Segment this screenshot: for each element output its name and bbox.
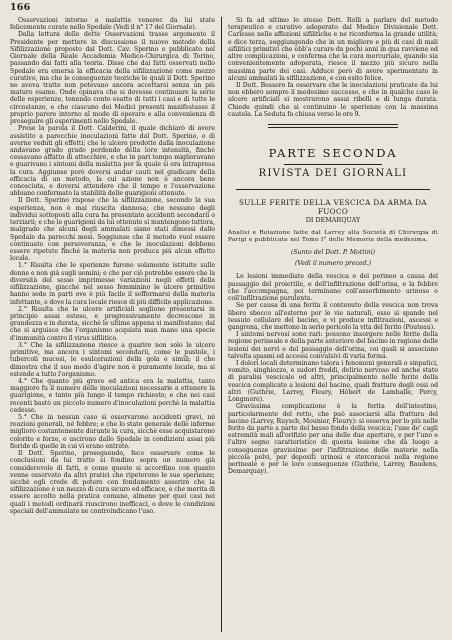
right-column bbox=[228, 17, 438, 632]
paragraph: Il Dott. Bossero fa osservare che le inoculazioni praticate da lui non ebbero sempre il medesimo successo, e che in qualche caso le ulcere artificiali si mostrarono assai ribelli e di lunga durata. Chiede quindi che si continuino le sperienze con la massima cautela. La Seduta fu chiusa verso le ore 9. bbox=[228, 81, 438, 118]
paragraph: Le lesioni immediate della vescica e del perineo a causa del passaggio del proiettile, e dell'infiltrazione dell'orina, e la febbre che l'accompagna, poi terminano coll'assorbimento urinoso o coll'infiltrazione purulenta. bbox=[228, 273, 438, 303]
paragraph: Osservazioni intorno a malattie venerec da lui state felicemente curate nello Spedale (Vedi il n° 17 del Giornale). bbox=[10, 17, 215, 32]
paragraph: Gravissima complicazione è la ferita dell'intestino, particolarmente del retto, che può associarsi alla frattura del bacino (Larrey, Ruysch, Mounier, Fleury): si osserva per lo più nelle ferite da parte a parte del basso fondo della vescica; l'une de' cagli estremità mali all'orifizio per una delle due aperture, e per l'uno e l'altro segno caratteristico di questa lesione che dà luogo a conseguenze gravissime per l'infiltrazione delle materie nella piccola pelvi, per depositi urinosi e stercoracei nella regione perineale e per le loro conseguenze (Guthrie, Larrey, Baudens, Demarquay). bbox=[228, 403, 438, 476]
paragraph: Dalla lettura delle dette Osservazioni trasse argomento il Presidente per mettere in discussione il nuovo metodo della Sifilizzazione proposto dal Dott. Cav. Sperino e pubblicato nel Giornale della Reale Accademia Medico-Chirurgica di Torino, passando dai fatti alla teoria. Disse che dai fatti osservati nello Spedale era emersa la efficacia della sifilizzazione come mezzo curativo, ma che le conseguenze teoriche le quali il Dott. Sperino ne aveva tratte non potevano ancora accettarsi senza un più maturo esame. Onde opinava che si dovesse continuare la serie delle esperienze, tenendo conto esatto di tutti i casi e di tutte le circostanze, e che ciascuno dei Medici presenti manifestasse il proprio parere intorno al modo di operare e alla convenienza di proseguire gli esperimenti nello Spedale. bbox=[10, 31, 215, 126]
part-heading: PARTE SECONDA bbox=[268, 145, 398, 160]
section-divider bbox=[268, 124, 398, 128]
article-title: SULLE FERITE DELLA VESCICA DA ARMA DA FUOCO bbox=[238, 197, 427, 216]
section-heading: RIVISTA DEI GIORNALI bbox=[258, 167, 408, 179]
paragraph: I sintomi nervosi sono rari: possono insorgere nelle ferite della regione perineale e della parte anteriore del bacino in ragione delle lesioni dei nervi e del passaggio dell'orina, coi quali si associano talvolta spasmi ed accessi convulsivi di varia forma. bbox=[228, 331, 438, 360]
article-note: (Vedi il numero preced.) bbox=[294, 260, 371, 268]
paragraph: I dolori locali determinano talora i fenomeni generali o sinpatici, vomito, singhiozzo, e sudori freddi, delirio nervoso ed anche stato di paralisi vescicale od altri, principalmente nelle ferite della vescica complicate a lesioni del bacino, quali fratture degli ossi od altri (Guthrie, Larrey, Fleury, Hébert de Lamballe, Percy, Longmore). bbox=[228, 360, 438, 404]
paragraph: Prese la parola il Dott. Calderini, il quale dichiarò di avere assistito a parecchie inoculazioni fatte dal Dott. Sperino, e di averne veduti gli effetti; che le ulcere prodotte dalla inoculazione andavano grado grado perdendo della loro intensità, finchè cessavano affatto di attecchire, e che in pari tempo miglioravano e guarivano i sintomi della malattia per la quale si era intrapresa la cura. Aggiunse però doversi andar cauti nel giudicare della efficacia di un metodo, la cui azione non è ancora bene conosciuta, e doversi attendere che il tempo e l'osservazione abbiano confermato la stabilità delle guarigioni ottenute. bbox=[10, 125, 215, 198]
article-subtitle: Analisi e Relazione fatte dal Larrey alla Società di Chirurgia di Parigi e pubblicate nel Tomo I° delle Memorie della medesima. bbox=[228, 229, 438, 243]
article-divider bbox=[236, 189, 430, 190]
paragraph: Il Dott. Sperino rispose che la sifilizzazione, secondo la sua esperienza, non è mai riuscita dannosa; che nessuno degli individui sottoposti alla cura ha presentato accidenti secondarii o terziarii; e che le guarigioni da lui ottenute si mantengono tuttora, malgrado che alcuni degli ammalati siano stati dimessi dallo Spedale da parecchi mesi. Soggiunse che il metodo vuol essere continuato con perseveranza, e che le inoculazioni debbono essere ripetute finchè la materia non produca più alcun effetto locale. bbox=[10, 197, 215, 263]
paragraph: 2.° Risulta che le ulcere artificiali sogliono presentarsi in principio assai estese, e progressivamente decrescono in grandezza e in durata, sicchè le ultime appena si manifestano; dal che si arguisce che l'organismo acquista man mano una specie d'immunità contro il virus sifilitico. bbox=[10, 305, 215, 342]
left-column bbox=[10, 17, 215, 632]
page-number: 166 bbox=[10, 2, 31, 13]
paragraph: Il Dott. Sperino, proseguendo, fece osservare come le conclusioni da lui tratte si fondino sopra un numero già considerevole di fatti, e come queste si accordino con quanto venne osservato da altri pratici che ripeterono le sue sperienze; sicchè egli crede di potere con fondamento asserire che la sifilizzazione è un mezzo di cura sicuro ed efficace, e che merita di essere accolto nella pratica comune, almeno per quei casi nei quali i metodi ordinarii riuscirono inefficaci, o dove le condizioni speciali dell'ammalato ne controindicano l'uso. bbox=[10, 450, 215, 515]
paragraph: Si fa ad ultimo lo stesso Dott. Rolli a parlare del metodo terapeutico e curativo adoperato dal Medico Divisionale Dott. Carlesse nelle affezioni sifilitiche e ne riconferma la grande utilità; e dice terza, soggiungendo che in un migliore e più di casi di mali sifilitici primitivi che ebb'a curare da pochi anni in qua ravviene ed altre complicazioni, e conferma che la cura mercuriale, quando sia convenientemente adoperata, riesce il mezzo più sicuro nella massima parte dei casi. Adduce però di avere sperimentato in alcuni ammalati la sifilizzazione, e con esito felice. bbox=[228, 17, 438, 82]
heading-divider bbox=[284, 164, 382, 165]
paragraph: 3.° Che la sifilizzazione riesce a guarire non solo le ulcere primitive, ma ancora i sintomi secondarii, come le pustole, i tubercoli mucosi, le esulcerazioni della gola e simili; il che dimostra che il suo modo d'agire non è puramente locale, ma si estende a tutto l'organismo. bbox=[10, 341, 215, 378]
column-divider bbox=[221, 17, 222, 632]
article-author: DI DEMARQUAY bbox=[305, 215, 361, 224]
paragraph: 4.° Che quanto più grave ed antica era la malattia, tanto maggiore fu il numero delle inoculazioni necessarie a ottenere la guarigione, e tanto più lungo il tempo richiesto; e che nei casi recenti bastò un piccolo numero d'inoculazioni perchè la malattia cedesse. bbox=[10, 377, 215, 414]
paragraph: 1.° Risulta che le sperienze furono solamente istituite sulle donne e non già sugli uomini; e che per ciò potrebbe essere che la diversità del sesso imprimesse variazioni negli effetti della sifilizzazione, giacchè nel sesso femminino le ulcere primitive hanno sede in parti ove è più facile il soffermarsi della materia infettante, e dove la cura locale riesce di più difficile applicazione. bbox=[10, 262, 215, 306]
article-signature: (Sunto del Dott. P. Mottini) bbox=[290, 248, 376, 256]
paragraph: 5.° Che in nessun caso si osservarono accidenti gravi, nè reazioni generali, nè febbre; e che lo stato generale delle inferme migliorò costantemente durante la cura, sicchè esse acquistarono colorito e forze, e uscirono dallo Spedale in condizioni assai più floride di quelle in cui vi erano entrate. bbox=[10, 414, 215, 450]
paragraph: Se per causa di una ferita il contenuto della vescica non trova libero sbocco all'esterno per le vie naturali, esso si spande nel tessuto cellulare del bacino, e vi produce infiltrazioni, ascessi e gangrena, che mettono in serio pericolo la vita del ferito (Pouteau). bbox=[228, 302, 438, 331]
